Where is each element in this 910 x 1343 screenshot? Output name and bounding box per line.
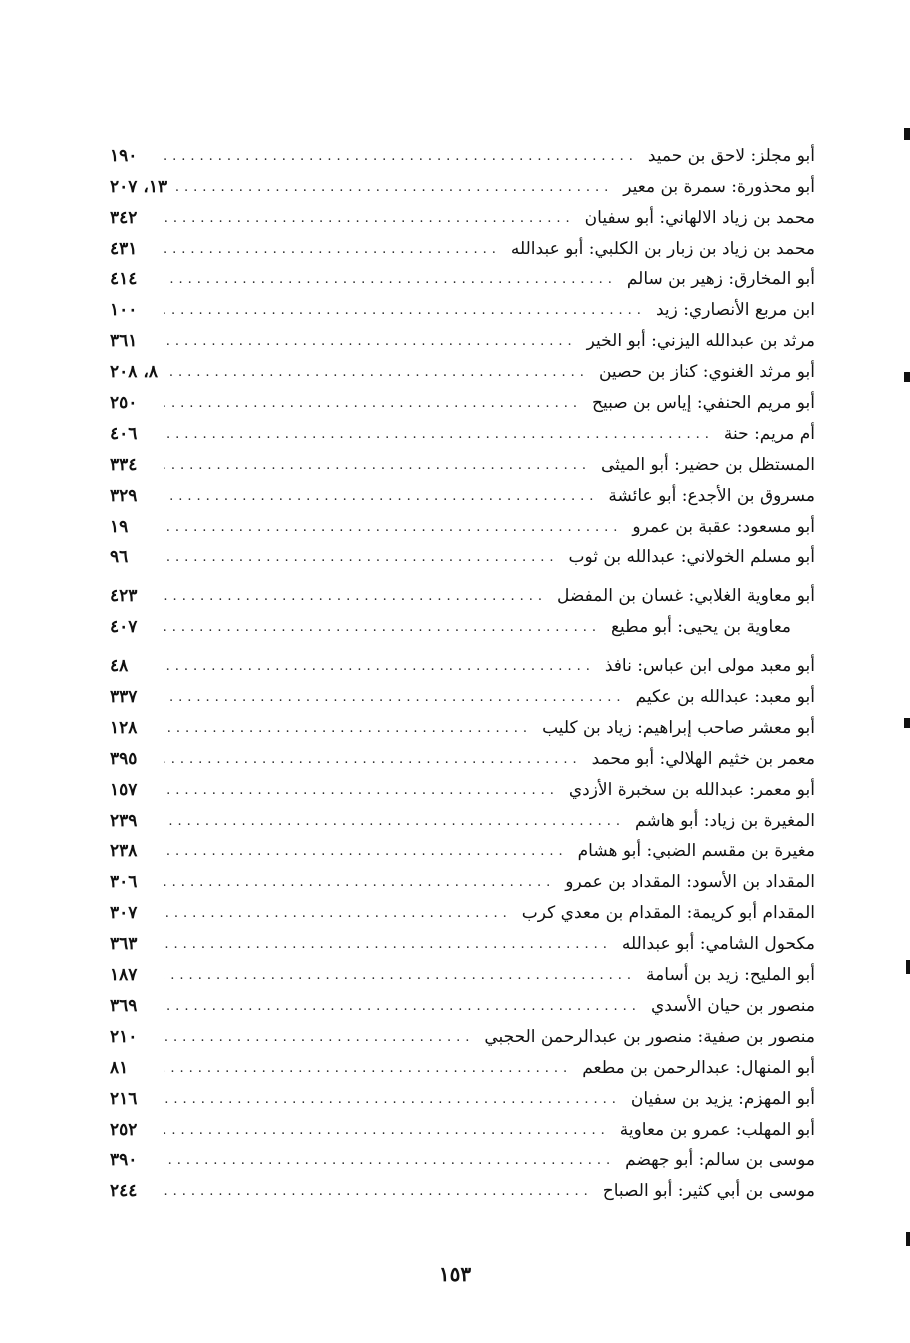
entry-page-ref: ٣٦٩ (110, 995, 138, 1016)
entry-name: أبو معشر صاحب إبراهيم: زياد بن كليب (542, 717, 815, 738)
entry-page-ref: ٩٦ (110, 547, 129, 568)
entry-name: أبو المنهال: عبدالرحمن بن مطعم (582, 1057, 815, 1078)
entry-name: أبو مجلز: لاحق بن حميد (647, 145, 815, 166)
entry-name: مرثد بن عبدالله اليزني: أبو الخير (586, 331, 815, 352)
entry-name: أبو المليح: زيد بن أسامة (646, 965, 815, 986)
dot-leader (164, 660, 595, 675)
dot-leader (164, 1000, 641, 1015)
dot-leader (164, 969, 636, 984)
index-entry (110, 319, 815, 350)
entry-page-ref: ٣٢٩ (110, 485, 138, 506)
dot-leader (164, 1093, 621, 1108)
entry-name: أبو المخارق: زهير بن سالم (626, 269, 815, 290)
index-entry (110, 891, 815, 922)
entry-page-ref: ٣٩٥ (110, 748, 138, 769)
index-entries (110, 134, 815, 1200)
dot-leader (164, 428, 714, 443)
entry-name: أبو معاوية الغلابي: غسان بن المفضل (556, 586, 815, 607)
index-entry (110, 706, 815, 737)
index-entry (110, 536, 815, 567)
page-number: ١٥٣ (438, 1262, 472, 1286)
dot-leader (164, 621, 601, 636)
index-entry (110, 227, 815, 258)
entry-page-ref: ٣٠٧ (110, 903, 138, 924)
edge-mark (906, 1232, 910, 1246)
index-entry (110, 830, 815, 861)
index-entry (110, 474, 815, 505)
index-entry (110, 165, 815, 196)
dot-leader (164, 1185, 593, 1200)
index-entry (110, 288, 815, 319)
entry-page-ref: ٨، ٢٠٨ (110, 362, 158, 383)
entry-page-ref: ٢٥٢ (110, 1119, 138, 1140)
index-entry (110, 799, 815, 830)
dot-leader (164, 1062, 572, 1077)
entry-name: منصور بن حيان الأسدي (650, 995, 815, 1016)
dot-leader (164, 784, 559, 799)
edge-mark (904, 372, 910, 382)
entry-name: المقداد بن الأسود: المقداد بن عمرو (565, 872, 815, 893)
entry-page-ref: ٣٩٠ (110, 1150, 138, 1171)
entry-page-ref: ٣٣٤ (110, 454, 138, 475)
entry-name: أبو مريم الحنفي: إياس بن صبيح (591, 393, 815, 414)
entry-page-ref: ٣٠٦ (110, 872, 138, 893)
edge-mark (906, 960, 910, 974)
entry-page-ref: ٢١٦ (110, 1088, 138, 1109)
entry-name: المقدام أبو كريمة: المقدام بن معدي كرب (521, 903, 815, 924)
dot-leader (164, 753, 582, 768)
entry-page-ref: ١٩ (110, 516, 129, 537)
index-entry (110, 258, 815, 289)
dot-leader (164, 212, 575, 227)
dot-leader (164, 1154, 615, 1169)
dot-leader (164, 876, 555, 891)
index-entry (110, 1108, 815, 1139)
dot-leader (164, 1124, 610, 1139)
entry-name: معاوية بن يحيى: أبو مطيع (610, 617, 791, 638)
entry-name: منصور بن صفية: منصور بن عبدالرحمن الحجبي (484, 1026, 815, 1047)
index-entry (110, 350, 815, 381)
index-entry (110, 644, 815, 675)
entry-name: أبو محذورة: سمرة بن معير (623, 176, 815, 197)
entry-page-ref: ١٢٨ (110, 717, 138, 738)
entry-name: أبو المهزم: يزيد بن سفيان (630, 1088, 815, 1109)
index-entry (110, 1169, 815, 1200)
entry-name: محمد بن زياد الالهاني: أبو سفيان (584, 207, 815, 228)
index-entry (110, 737, 815, 768)
dot-leader (166, 366, 589, 381)
entry-page-ref: ٣٦١ (110, 331, 138, 352)
entry-name: أبو مرثد الغنوي: كناز بن حصين (598, 362, 815, 383)
index-entry (110, 196, 815, 227)
entry-page-ref: ٢٣٨ (110, 841, 138, 862)
index-entry (110, 412, 815, 443)
entry-name: مكحول الشامي: أبو عبدالله (621, 934, 815, 955)
dot-leader (164, 722, 532, 737)
edge-mark (904, 128, 910, 140)
entry-name: موسى بن سالم: أبو جهضم (625, 1150, 815, 1171)
entry-name: محمد بن زياد بن زبار بن الكلبي: أبو عبدالله (510, 238, 815, 259)
entry-name: أم مريم: حنة (723, 423, 815, 444)
dot-leader (164, 304, 646, 319)
entry-name: مغيرة بن مقسم الضبي: أبو هشام (577, 841, 815, 862)
dot-leader (164, 907, 512, 922)
entry-name: أبو المهلب: عمرو بن معاوية (619, 1119, 815, 1140)
entry-name: أبو مسعود: عقبة بن عمرو (632, 516, 815, 537)
index-entry (110, 574, 815, 605)
dot-leader (164, 459, 591, 474)
entry-name: أبو معمر: عبدالله بن سخبرة الأزدي (568, 779, 815, 800)
entry-name: المستظل بن حضير: أبو الميثى (600, 454, 815, 475)
entry-name: أبو معبد: عبدالله بن عكيم (635, 687, 815, 708)
index-entry (110, 505, 815, 536)
index-entry (110, 1015, 815, 1046)
index-entry (110, 675, 815, 706)
index-entry (110, 1139, 815, 1170)
dot-leader (164, 815, 625, 830)
entry-page-ref: ١٥٧ (110, 779, 138, 800)
index-entry (110, 768, 815, 799)
entry-page-ref: ٤١٤ (110, 269, 138, 290)
index-entry (110, 953, 815, 984)
index-entry (110, 1046, 815, 1077)
entry-page-ref: ١٨٧ (110, 965, 138, 986)
index-entry (110, 443, 815, 474)
entry-name: مسروق بن الأجدع: أبو عائشة (608, 485, 815, 506)
entry-name: أبو مسلم الخولاني: عبدالله بن ثوب (568, 547, 815, 568)
dot-leader (164, 590, 547, 605)
entry-name: المغيرة بن زياد: أبو هاشم (635, 810, 815, 831)
dot-leader (164, 150, 638, 165)
dot-leader (164, 691, 626, 706)
dot-leader (164, 1031, 474, 1046)
entry-page-ref: ٢٥٠ (110, 393, 138, 414)
index-entry (110, 860, 815, 891)
index-entry (110, 134, 815, 165)
dot-leader (164, 335, 577, 350)
entry-page-ref: ٨١ (110, 1057, 129, 1078)
entry-page-ref: ٤٠٦ (110, 423, 138, 444)
entry-page-ref: ٣٦٣ (110, 934, 138, 955)
index-entry (110, 1077, 815, 1108)
entry-page-ref: ١٠٠ (110, 300, 138, 321)
entry-page-ref: ٢٤٤ (110, 1181, 138, 1202)
entry-page-ref: ٤٠٧ (110, 617, 138, 638)
dot-leader (164, 521, 622, 536)
entry-page-ref: ١٩٠ (110, 145, 138, 166)
entry-page-ref: ٢٣٩ (110, 810, 138, 831)
entry-page-ref: ٤٣١ (110, 238, 138, 259)
dot-leader (175, 181, 613, 196)
entry-name: ابن مربع الأنصاري: زيد (655, 300, 815, 321)
entry-page-ref: ٢١٠ (110, 1026, 138, 1047)
index-entry (110, 381, 815, 412)
index-entry (110, 605, 815, 636)
dot-leader (164, 397, 582, 412)
index-entry (110, 922, 815, 953)
entry-page-ref: ٤٨ (110, 656, 129, 677)
entry-page-ref: ٤٢٣ (110, 586, 138, 607)
entry-name: أبو معبد مولى ابن عباس: نافذ (604, 656, 815, 677)
entry-name: معمر بن خثيم الهلالي: أبو محمد (591, 748, 815, 769)
dot-leader (164, 845, 568, 860)
dot-leader (164, 273, 617, 288)
entry-page-ref: ٣٣٧ (110, 687, 138, 708)
dot-leader (164, 243, 501, 258)
entry-page-ref: ٣٤٢ (110, 207, 138, 228)
dot-leader (164, 551, 559, 566)
dot-leader (164, 938, 612, 953)
entry-name: موسى بن أبي كثير: أبو الصباح (602, 1181, 815, 1202)
entry-page-ref: ١٣، ٢٠٧ (110, 176, 168, 197)
dot-leader (164, 490, 598, 505)
edge-mark (904, 718, 910, 728)
index-entry (110, 984, 815, 1015)
